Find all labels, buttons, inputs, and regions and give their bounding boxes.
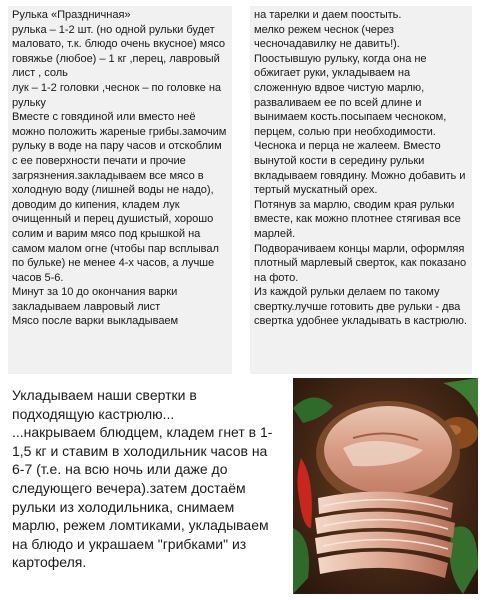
- recipe-left-text: Рулька «Праздничная» рулька – 1-2 шт. (но одной рульки будет маловато, т.к. блюдо очень вкусное) мясо говяжье (любое) – 1 кг ,перец, лавровый лист , соль лук – 1-2 головки ,чеснок – по головке на рульку Вместе с говядиной или вместо неё можно положить жареные грибы.замочим рульку в воде на пару часов и отскоблим с ее поверхности печати и прочие загрязнения.закладываем все мясо в холодную воду (лишней воды не надо), доводим до кипения, кладем лук очищенный и перец душистый, хорошо солим и варим мясо под крышкой на самом малом огне (чтобы пар всплывал по бульке) не менее 4-х часов, а лучше часов 5-6. Минут за 10 до окончания варки закладываем лавровый лист Мясо после варки выкладываем: [12, 9, 227, 328]
- sliced-pork-illustration: [293, 378, 478, 594]
- recipe-left-column: [8, 6, 232, 374]
- recipe-right-text: на тарелки и даем поостыть. мелко режем чеснок (через чесночадавилку не давить!). Поостывшую рульку, когда она не обжигает руки, укладываем на сложенную вдвое чистую марлю, разваливаем ее по всей длине и вынимаем кость.посыпаем чесноком, перцем, солью при необходимости. Чеснока и перца не жалеем. Вместо вынутой кости в середину рульки вкладываем говядину. Можно добавить и тертый мускатный орех. Потянув за марлю, сводим края рульки вместе, как можно плотнее стягивая все марлей. Подворачиваем концы марли, оформляя плотный марлевый сверток, как показано на фото. Из каждой рульки делаем по такому свертку.лучше готовить две рульки - два свертка удобнее укладывать в кастрюлю.: [254, 9, 467, 328]
- recipe-right-column: [250, 6, 472, 374]
- recipe-bottom-text: Укладываем наши свертки в подходящую кастрюлю... ...накрываем блюдцем, кладем гнет в 1-1,5 кг и ставим в холодильник часов на 6-7 (т.е. на всю ночь или даже до следующего вечера).затем достаём рульки из холодильника, снимаем марлю, режем ломтиками, укладываем на блюдо и украшаем "грибками" из картофеля.: [12, 387, 273, 571]
- sliced-pork-photo: [293, 378, 478, 594]
